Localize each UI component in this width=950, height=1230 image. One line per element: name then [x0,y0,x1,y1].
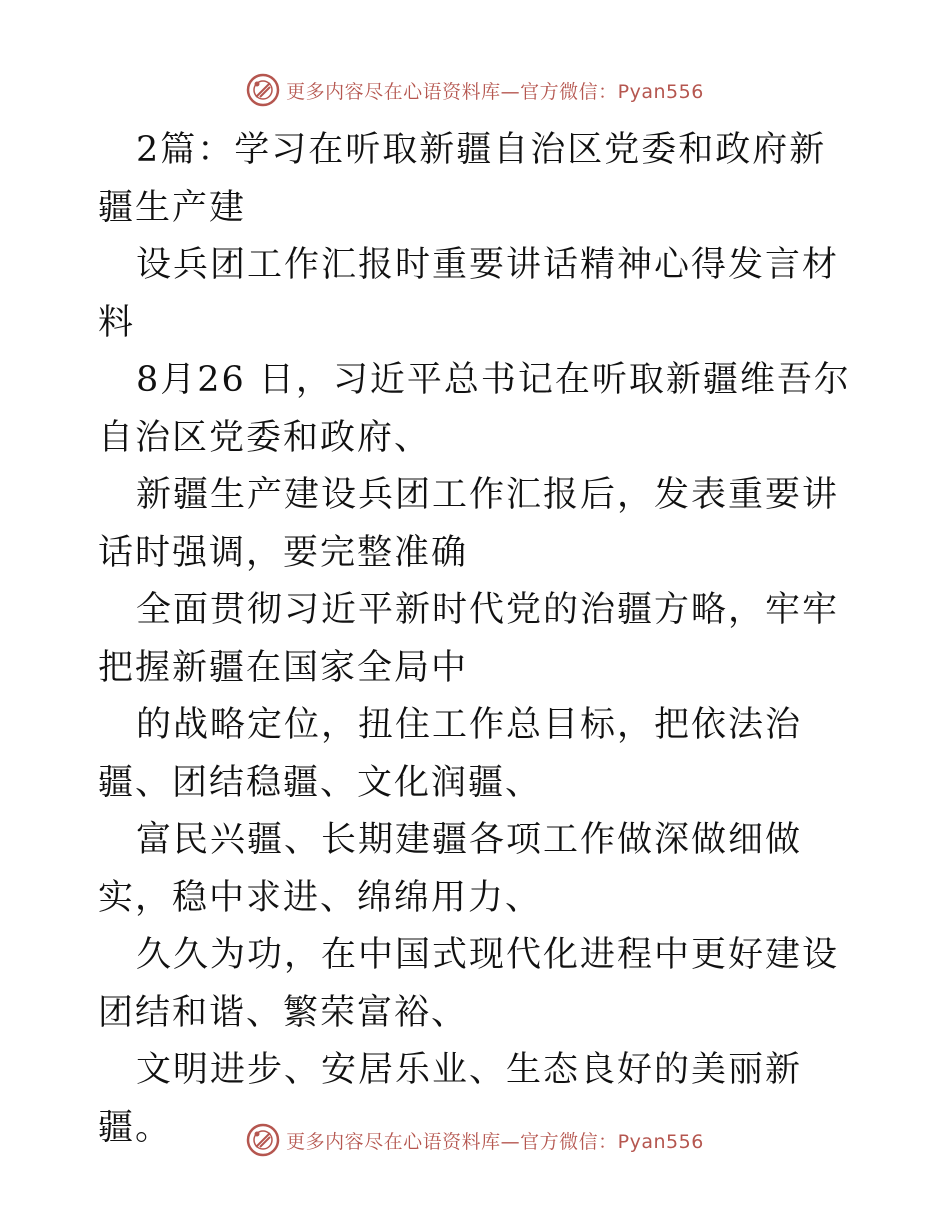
footer-watermark-text: 更多内容尽在心语资料库—官方微信：Pyan556 [286,1130,704,1153]
paragraph-title-line-1: 2篇：学习在听取新疆自治区党委和政府新疆生产建 [98,130,827,228]
paragraph-title-line-2: 设兵团工作汇报时重要讲话精神心得发言材料 [98,245,840,343]
paragraph-6: 久久为功，在中国式现代化进程中更好建设团结和谐、繁荣富裕、 [98,935,840,1033]
paragraph-5: 富民兴疆、长期建疆各项工作做深做细做实，稳中求进、绵绵用力、 [98,820,803,918]
stamp-seal-logo-icon [246,73,280,107]
paragraph-4: 的战略定位，扭住工作总目标，把依法治疆、团结稳疆、文化润疆、 [98,705,803,803]
footer-watermark [0,1120,950,1160]
paragraph-1: 8月26 日，习近平总书记在听取新疆维吾尔自治区党委和政府、 [98,360,851,458]
paragraph-7: 文明进步、安居乐业、生态良好的美丽新疆。 [98,1050,803,1148]
header-watermark [0,70,950,110]
document-body [98,122,858,1157]
header-watermark-text: 更多内容尽在心语资料库—官方微信：Pyan556 [286,80,704,103]
stamp-seal-logo-icon [246,1123,280,1157]
paragraph-2: 新疆生产建设兵团工作汇报后，发表重要讲话时强调，要完整准确 [98,475,840,573]
paragraph-3: 全面贯彻习近平新时代党的治疆方略，牢牢把握新疆在国家全局中 [98,590,840,688]
